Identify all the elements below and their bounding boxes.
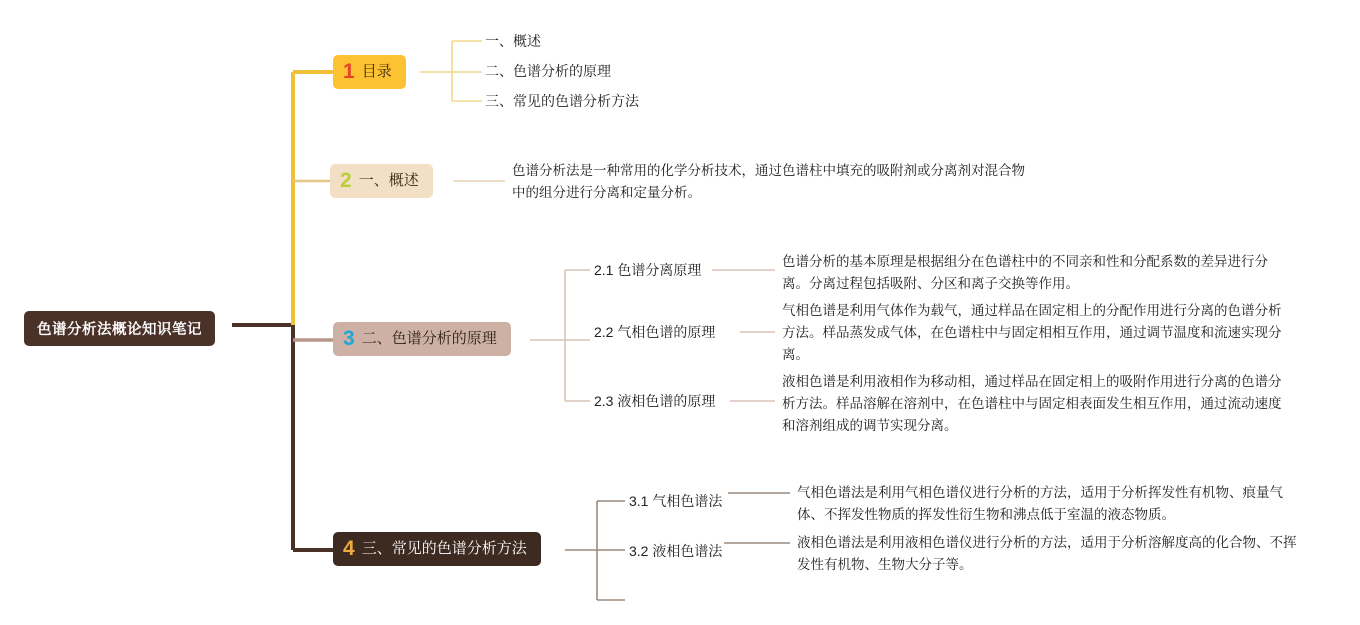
branch-label-4: 三、常见的色谱分析方法 (361, 540, 527, 557)
branch-4-leaf-2-text: 液相色谱法是利用液相色谱仪进行分析的方法，适用于分析溶解度高的化合物、不挥发性有机物、生物大分子等。 (797, 535, 1297, 572)
branch-4-child-1-label: 3.1 气相色谱法 (629, 493, 723, 509)
branch-4-child-2-label: 3.2 液相色谱法 (629, 543, 723, 559)
branch-number-2: 2 (340, 169, 352, 192)
branch-3-child-3[interactable] (594, 391, 715, 412)
branch-2-child-1-text: 色谱分析法是一种常用的化学分析技术，通过色谱柱中填充的吸附剂或分离剂对混合物中的组分进行分离和定量分析。 (512, 163, 1025, 200)
branch-node-3[interactable] (333, 322, 511, 356)
branch-3-child-3-label: 2.3 液相色谱的原理 (594, 393, 716, 409)
branch-3-child-1[interactable] (594, 260, 701, 281)
root-node[interactable] (24, 311, 215, 346)
branch-3-leaf-1[interactable] (782, 251, 1294, 295)
branch-4-leaf-1[interactable] (797, 482, 1297, 526)
root-node-label: 色谱分析法概论知识笔记 (37, 322, 202, 338)
branch-3-child-2-label: 2.2 气相色谱的原理 (594, 324, 716, 340)
branch-3-leaf-3-text: 液相色谱是利用液相作为移动相，通过样品在固定相上的吸附作用进行分离的色谱分析方法。样品溶解在溶剂中，在色谱柱中与固定相表面发生相互作用，通过流动速度和溶剂组成的调节实现分离。 (782, 374, 1282, 433)
branch-label-3: 二、色谱分析的原理 (361, 330, 497, 347)
branch-node-1[interactable] (333, 55, 406, 89)
branch-3-child-2[interactable] (594, 322, 715, 343)
branch-label-2: 一、概述 (358, 172, 419, 189)
branch-4-child-1[interactable] (629, 491, 722, 512)
branch-3-leaf-1-text: 色谱分析的基本原理是根据组分在色谱柱中的不同亲和性和分配系数的差异进行分离。分离过程包括吸附、分区和离子交换等作用。 (782, 254, 1268, 291)
branch-number-3: 3 (343, 327, 355, 350)
branch-3-leaf-2[interactable] (782, 300, 1294, 366)
branch-1-child-3[interactable] (485, 91, 639, 112)
branch-3-leaf-2-text: 气相色谱是利用气体作为载气，通过样品在固定相上的分配作用进行分离的色谱分析方法。样品蒸发成气体，在色谱柱中与固定相相互作用，通过调节温度和流速实现分离。 (782, 303, 1282, 362)
branch-4-leaf-2[interactable] (797, 532, 1297, 576)
branch-label-1: 目录 (361, 63, 392, 80)
branch-3-child-1-label: 2.1 色谱分离原理 (594, 262, 702, 278)
branch-1-child-3-label: 三、常见的色谱分析方法 (485, 93, 639, 109)
branch-1-child-2-label: 二、色谱分析的原理 (485, 63, 611, 79)
branch-number-4: 4 (343, 537, 355, 560)
branch-number-1: 1 (343, 60, 355, 83)
branch-2-child-1[interactable] (512, 160, 1032, 204)
branch-1-child-2[interactable] (485, 61, 611, 82)
branch-3-leaf-3[interactable] (782, 371, 1294, 437)
branch-4-leaf-1-text: 气相色谱法是利用气相色谱仪进行分析的方法，适用于分析挥发性有机物、痕量气体、不挥发性物质的挥发性衍生物和沸点低于室温的液态物质。 (797, 485, 1283, 522)
branch-node-2[interactable] (330, 164, 433, 198)
branch-node-4[interactable] (333, 532, 541, 566)
branch-4-child-2[interactable] (629, 541, 722, 562)
branch-1-child-1-label: 一、概述 (485, 33, 541, 49)
branch-1-child-1[interactable] (485, 31, 541, 52)
